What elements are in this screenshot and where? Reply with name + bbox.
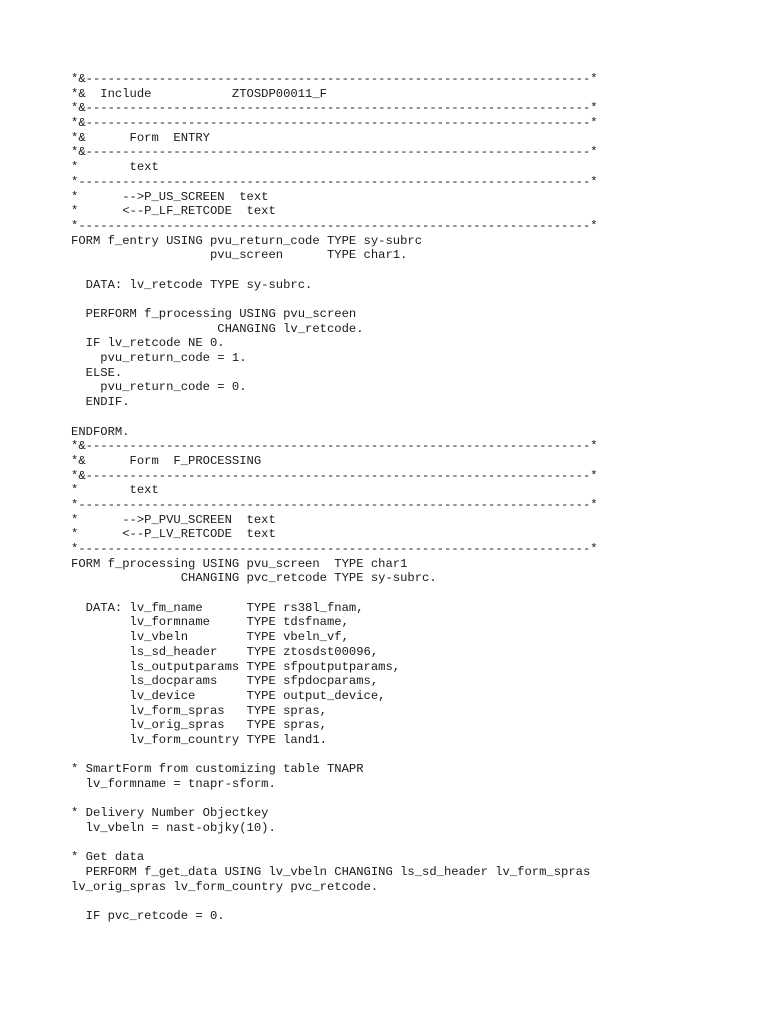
comment-line: *&---------------------------------------------------------------------* bbox=[71, 145, 598, 160]
comment-line: *& Include ZTOSDP00011_F bbox=[71, 86, 327, 101]
code-document bbox=[71, 72, 751, 924]
code-line: lv_orig_spras TYPE spras, bbox=[71, 718, 327, 733]
code-line: PERFORM f_get_data USING lv_vbeln CHANGING ls_sd_header lv_form_spras bbox=[71, 865, 591, 880]
blank-line bbox=[71, 410, 751, 425]
code-line: ls_sd_header TYPE ztosdst00096, bbox=[71, 644, 379, 659]
comment-line: *&---------------------------------------------------------------------* bbox=[71, 72, 598, 86]
code-line: pvu_screen TYPE char1. bbox=[71, 248, 408, 263]
comment-line: * <--P_LV_RETCODE text bbox=[71, 527, 276, 542]
code-line: FORM f_entry USING pvu_return_code TYPE sy-subrc bbox=[71, 233, 423, 248]
comment-line: * Delivery Number Objectkey bbox=[71, 806, 269, 821]
comment-line: *& Form ENTRY bbox=[71, 130, 210, 145]
code-line: DATA: lv_fm_name TYPE rs38l_fnam, bbox=[71, 600, 364, 615]
comment-line: *& Form F_PROCESSING bbox=[71, 453, 262, 468]
comment-line: * Get data bbox=[71, 850, 145, 865]
blank-line bbox=[71, 586, 751, 601]
code-line: ENDIF. bbox=[71, 395, 130, 410]
code-line: lv_vbeln TYPE vbeln_vf, bbox=[71, 630, 349, 645]
code-line: DATA: lv_retcode TYPE sy-subrc. bbox=[71, 277, 313, 292]
code-line: pvu_return_code = 0. bbox=[71, 380, 247, 395]
blank-line bbox=[71, 895, 751, 910]
code-line: CHANGING pvc_retcode TYPE sy-subrc. bbox=[71, 571, 437, 586]
code-line: lv_formname TYPE tdsfname, bbox=[71, 615, 349, 630]
code-line: PERFORM f_processing USING pvu_screen bbox=[71, 307, 357, 321]
comment-line: *----------------------------------------------------------------------* bbox=[71, 497, 598, 512]
comment-line: * SmartForm from customizing table TNAPR bbox=[71, 762, 364, 777]
code-line: ELSE. bbox=[71, 365, 123, 380]
comment-line: * text bbox=[71, 160, 159, 175]
blank-line bbox=[71, 792, 751, 807]
code-line: lv_form_spras TYPE spras, bbox=[71, 703, 327, 718]
comment-line: *&---------------------------------------------------------------------* bbox=[71, 101, 598, 116]
code-line: lv_form_country TYPE land1. bbox=[71, 732, 327, 747]
comment-line: *&---------------------------------------------------------------------* bbox=[71, 468, 598, 483]
code-line: IF pvc_retcode = 0. bbox=[71, 909, 225, 924]
comment-line: *----------------------------------------------------------------------* bbox=[71, 174, 598, 189]
code-line: ls_docparams TYPE sfpdocparams, bbox=[71, 674, 379, 689]
comment-line: * <--P_LF_RETCODE text bbox=[71, 204, 276, 219]
comment-line: * text bbox=[71, 483, 159, 498]
blank-line bbox=[71, 292, 751, 307]
blank-line bbox=[71, 836, 751, 851]
comment-line: * -->P_PVU_SCREEN text bbox=[71, 512, 276, 527]
blank-line bbox=[71, 263, 751, 278]
code-line: ENDFORM. bbox=[71, 424, 130, 439]
code-line: FORM f_processing USING pvu_screen TYPE char1 bbox=[71, 556, 408, 571]
code-line: lv_formname = tnapr-sform. bbox=[71, 777, 276, 791]
code-line: lv_device TYPE output_device, bbox=[71, 688, 386, 703]
comment-line: *----------------------------------------------------------------------* bbox=[71, 542, 598, 556]
comment-line: *&---------------------------------------------------------------------* bbox=[71, 439, 598, 454]
code-line: IF lv_retcode NE 0. bbox=[71, 336, 225, 351]
comment-line: *&---------------------------------------------------------------------* bbox=[71, 116, 598, 131]
code-line: pvu_return_code = 1. bbox=[71, 351, 247, 366]
comment-line: * -->P_US_SCREEN text bbox=[71, 189, 269, 204]
code-line: lv_vbeln = nast-objky(10). bbox=[71, 821, 276, 836]
code-line: ls_outputparams TYPE sfpoutputparams, bbox=[71, 659, 401, 674]
blank-line bbox=[71, 748, 751, 763]
code-line: lv_orig_spras lv_form_country pvc_retcode. bbox=[71, 879, 379, 894]
code-line: CHANGING lv_retcode. bbox=[71, 321, 364, 336]
comment-line: *----------------------------------------------------------------------* bbox=[71, 218, 598, 233]
